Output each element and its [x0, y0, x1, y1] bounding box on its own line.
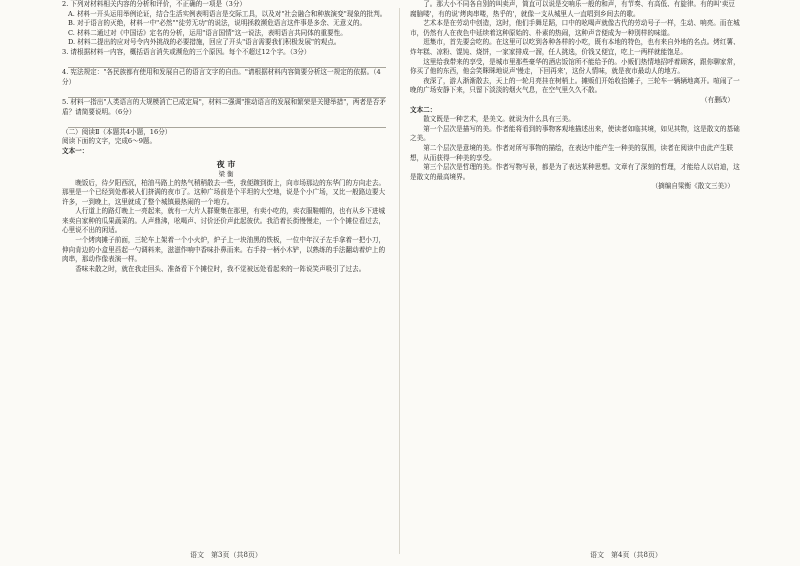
left-column — [62, 0, 390, 544]
article-paragraph: 香味未散之时，就在我走回头、准备看下个摊位时，我不觉被远处看起来的一阵说笑声吸引了过去。 — [75, 264, 366, 273]
page-footer-right: 语文 第4页（共8页） — [590, 551, 662, 559]
article-paragraph: 了。那大小不同各自别的叫卖声，简直可以说是交响乐一般的和声，有节奏、有高低、有旋律。有的叫'卖豆腐脑喽'，有的说'烤肉串喽，热乎的'，就像一支从城里人一直唱到乡间去的歌。 — [410, 0, 735, 18]
article-paragraph: 人行道上的路灯晚上一亮起来，就有一大片人群聚集在那里，有卖小吃的，卖衣服鞋帽的，也有从乡下进城来卖自家种的瓜果蔬菜的。人声鼎沸，吆喝声、讨价还价声此起彼伏。我沿着长街慢慢走，一个个摊位看过去，心里说不出的闲适。 — [62, 207, 386, 235]
essay-paragraph: 第二个层次是意境的美。作者对所写事物的描绘，在表达中能产生一种美的氛围，读者在阅读中由此产生联想，从而获得一种美的享受。 — [410, 143, 734, 162]
right-column — [410, 0, 740, 544]
reading-instruction: 阅读下面的文字，完成6～9题。 — [62, 137, 157, 146]
question-5: 5. 材料一指出"人类语言的大规模消亡已成定局"，材料二强调"推动语言的发展和繁荣是关键举措"，两者是否矛盾？请简要说明。（6分） — [62, 97, 386, 116]
column-divider — [399, 8, 400, 554]
article-paragraph: 这里给我带来的享受，是城市里那些豪华的酒店饭馆所不能给予的。小贩们热情地招呼着顾客，跟你聊家常，你买了他的东西，他会笑眯眯地说声'慢走，下回再来'，这份人情味，就是夜市最动人的地方。 — [410, 57, 740, 76]
question-4: 4. 宪法规定："各民族都有使用和发展自己的语言文字的自由。"请根据材料内容简要分析这一规定的依据。（4分） — [62, 68, 381, 86]
page-footer-left: 语文 第3页（共8页） — [190, 551, 262, 559]
answer-lines-3 — [62, 58, 390, 69]
text1-source: （有删改） — [701, 95, 734, 104]
option-c: C. 材料二通过对《中国话》定名的分析，运用"语言国情"这一说法，表明语言共同体的重要性。 — [68, 28, 347, 37]
article-author: 梁 衡 — [218, 169, 234, 178]
question-2: 2. 下列对材料相关内容的分析和评价，不正确的一项是（3分） — [62, 0, 247, 8]
answer-lines-4 — [62, 87, 390, 98]
option-b: B. 对于语言的灭绝，材料一中"必然""徒劳无功"的说法，说明拯救濒危语言这件事是多余、无意义的。 — [68, 19, 367, 28]
article-title: 夜 市 — [216, 158, 236, 169]
article-paragraph: 艺术本是在劳动中创造，这时，他们手舞足蹈，口中的吆喝声就像古代的劳动号子一样，生动、响亮。而在城市，仍然有人在夜色中延续着这种原始的、朴素的热闹，这种声音便成为一种别样的味道。 — [410, 19, 740, 37]
answer-line — [68, 87, 386, 98]
article-paragraph: 一个烤肉摊子前面，三轮车上架着一个小火炉，炉子上一块油黑的铁板，一位中年汉子左手拿着一把小刀，伸向肯边的小盒里舀起一勺调料来，滋滋作响中香味扑鼻而来。右手持一柄小木铲，以熟练的手法翻动着炉上的肉串，那动作像表演一样。 — [62, 236, 386, 264]
answer-line — [68, 117, 386, 128]
essay-paragraph: 散文既是一种艺术，是美文。就说为什么具有三美。 — [423, 115, 575, 124]
text1-label: 文本一： — [62, 146, 89, 155]
text2-label: 文本二： — [410, 105, 437, 114]
option-d: D. 材料二提出的应对号令内外挑战的必要措施，回应了开头"语言需要我们积极发展"的观点。 — [68, 38, 341, 47]
essay-paragraph: 第一个层次是描写的美。作者能将看到的事物客观地描述出来，使读者如临其境，如见其物，这是散文的基础之美。 — [410, 124, 740, 143]
article-paragraph: 逛集市，首先要会吃的。在这里可以吃到各种各样的小吃，既有本地的特色，也有来自外地的名点。烤红薯、炸年糕、凉粉、馄饨、烧饼，一家家排成一溜，任人挑选，价钱又便宜，吃上一两样就能饱足。 — [410, 38, 740, 56]
answer-line — [68, 58, 386, 69]
option-a: A. 材料一开头运用举例论证，结合生活实例表明语言是交际工具，以及对"社会融合和种族演变"现象的批判。 — [68, 9, 387, 18]
section-heading: （二）阅读Ⅱ（本题共4小题，16分） — [62, 127, 172, 136]
question-3: 3. 请根据材料一内容，概括语言消失或濒危的三个原因。每个不超过12个字。（3分） — [62, 47, 311, 56]
article-paragraph: 夜深了，游人渐渐散去，天上的一轮月亮挂在树梢上。摊贩们开始收拾摊子，三轮车一辆辆地离开。喧闹了一晚的广场安静下来，只留下淡淡的烟火气息，在空气里久久不散。 — [410, 76, 740, 95]
article-paragraph: 晚饭后，待夕阳西沉，柏油马路上的热气稍稍散去一些，我便踱到街上，向市场那边的东华门的方向走去。那里是一个已经到处都被人们挤满的夜市了。这种广场前是个平坦的大空地，说是个小广场，又比一般路边要大许多，一到晚上，这里就成了整个城镇最热闹的一个地方。 — [62, 178, 386, 206]
answer-lines-5 — [62, 117, 390, 128]
essay-paragraph: 第三个层次是哲理的美。作者写物写景，都是为了表达某种思想。文章有了深刻的哲理，才能给人以启迪，这是散文的最高境界。 — [410, 163, 740, 181]
text2-source: （摘编自梁衡《散文三美》） — [651, 182, 734, 191]
